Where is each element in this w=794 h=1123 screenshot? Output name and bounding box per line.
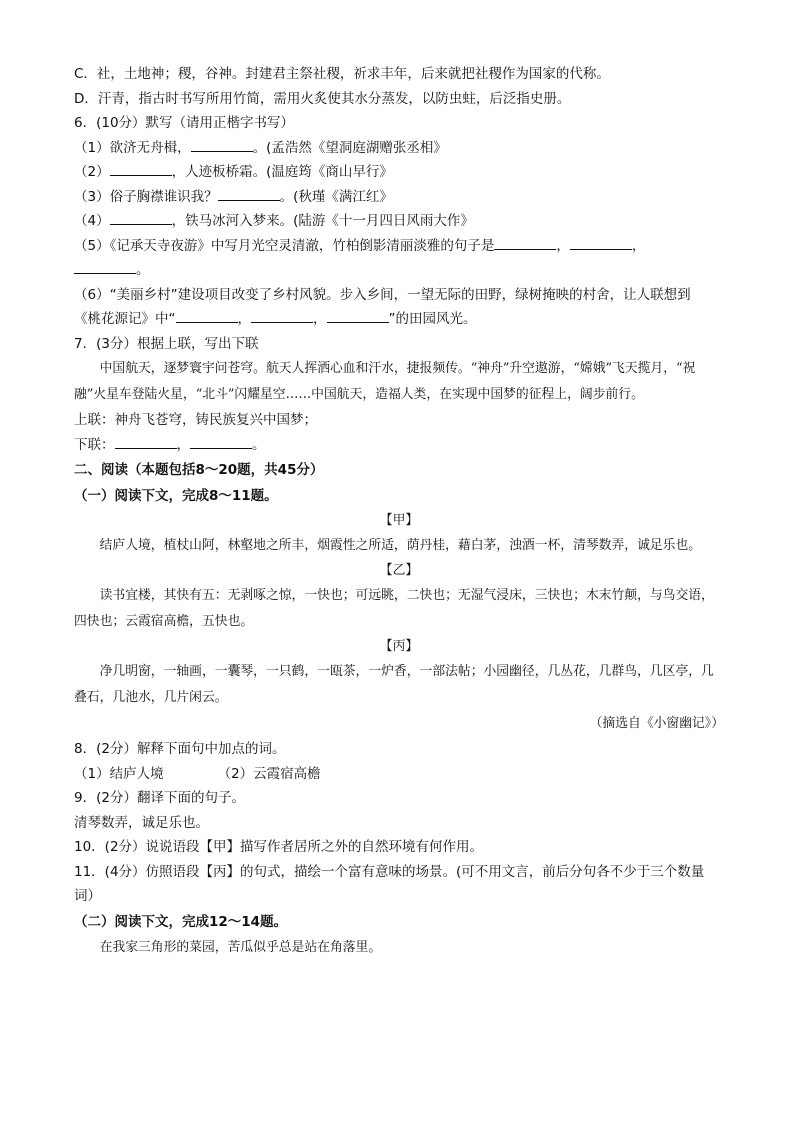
comma: ， — [176, 436, 190, 453]
question-6-5-cont — [74, 258, 724, 283]
question-8-title: 8．(2分）解释下面句中加点的词。 — [74, 741, 286, 757]
answer-blank[interactable] — [570, 235, 632, 250]
period: 。 — [136, 262, 150, 278]
answer-blank[interactable] — [190, 434, 252, 449]
q6-3-text-a: （3）俗子胸襟谁识我？ — [74, 188, 218, 205]
answer-blank[interactable] — [191, 137, 253, 152]
lower-label: 下联： — [74, 436, 115, 453]
bing-passage — [74, 659, 724, 711]
answer-blank[interactable] — [115, 434, 177, 449]
question-7-title: 7．(3分）根据上联，写出下联 — [74, 335, 259, 352]
answer-blank[interactable] — [327, 308, 389, 323]
q6-4-text-a: （4） — [74, 213, 110, 229]
question-8-items — [74, 762, 724, 787]
period: 。 — [252, 436, 266, 453]
lower-couplet — [74, 433, 724, 458]
jia-text: 结庐人境，植杖山阿，林壑地之所丰，烟霞性之所适，荫丹桂，藉白茅，浊酒一杯，清琴数弄，诚足乐也。 — [99, 538, 702, 553]
question-7-passage — [74, 356, 724, 408]
answer-blank[interactable] — [218, 186, 280, 201]
jia-label: 【甲】 — [379, 513, 419, 528]
option-c: C．社，土地神；稷，谷神。封建君主祭社稷，祈求丰年，后来就把社稷作为国家的代称。 — [74, 66, 610, 82]
q6-1-text-a: （1）欲济无舟楫， — [74, 139, 191, 156]
q6-2-text-b: ，人迹板桥霜。(温庭筠《商山早行》 — [171, 164, 393, 180]
bing-label: 【丙】 — [379, 639, 419, 654]
q6-6-text-c: ”的田园风光。 — [388, 311, 477, 327]
question-9-sentence: 清琴数弄，诚足乐也。 — [74, 814, 209, 831]
jia-passage — [74, 533, 724, 559]
question-6-1 — [74, 136, 724, 161]
section-2-heading: 二、阅读（本题包括8～20题，共45分） — [74, 462, 324, 478]
answer-blank[interactable] — [110, 161, 172, 176]
answer-blank[interactable] — [176, 308, 238, 323]
q6-3-text-b: 。(秋瑾《满江红》 — [279, 188, 393, 205]
upper-couplet: 上联：神舟飞苍穹，铸民族复兴中国梦； — [74, 412, 317, 428]
q6-1-text-b: 。(孟浩然《望洞庭湖赠张丞相》 — [252, 139, 447, 156]
answer-blank[interactable] — [251, 308, 313, 323]
part-1-heading: （一）阅读下文，完成8～11题。 — [74, 488, 278, 504]
answer-blank[interactable] — [110, 210, 172, 225]
q6-6-text-b: 《桃花源记》中“ — [74, 311, 176, 327]
q6-4-text-b: ，铁马冰河入梦来。(陆游《十一月四日风雨大作》 — [171, 213, 474, 229]
passage-text: 中国航天，逐梦寰宇问苍穹。航天人挥洒心血和汗水，捷报频传。“神舟”升空遨游，“嫦娥”飞天揽月，“祝融”火星车登陆火星，“北斗”闪耀星空……中国航天，造福人类，在实现中国梦的征程上，阔步前行。 — [74, 361, 696, 402]
answer-blank[interactable] — [494, 235, 556, 250]
question-6-title: 6．(10分）默写（请用正楷字书写） — [74, 115, 295, 131]
source-note: （摘选自《小窗幽记》） — [589, 716, 724, 731]
exam-page — [74, 62, 724, 961]
question-6-4 — [74, 209, 724, 234]
yi-label: 【乙】 — [379, 563, 419, 578]
question-6-6-cont — [74, 307, 724, 332]
comma: ， — [556, 237, 570, 254]
part-2-text: 在我家三角形的菜园，苦瓜似乎总是站在角落里。 — [99, 939, 382, 955]
comma: ， — [631, 237, 646, 254]
q6-2-text-a: （2） — [74, 164, 110, 180]
question-6-2 — [74, 160, 724, 185]
question-10: 10．(2分）说说语段【甲】描写作者居所之外的自然环境有何作用。 — [74, 839, 484, 855]
part-2-heading: （二）阅读下文，完成12～14题。 — [74, 913, 288, 930]
q6-5-text: （5）《记承天寺夜游》中写月光空灵清澈，竹柏倒影清丽淡雅的句子是 — [74, 237, 495, 254]
question-9-title: 9．(2分）翻译下面的句子。 — [74, 790, 245, 806]
part-2-passage — [74, 935, 724, 961]
question-6-5 — [74, 234, 724, 259]
option-d: D．汗青，指古时书写所用竹简，需用火炙使其水分蒸发，以防虫蛀，后泛指史册。 — [74, 90, 571, 107]
question-6-3 — [74, 185, 724, 210]
q8-item-1: （1）结庐人境 — [74, 765, 164, 782]
question-6-6: （6）“美丽乡村”建设项目改变了乡村风貌。步入乡间，一望无际的田野，绿树掩映的村舍，让人联想到 — [74, 286, 691, 303]
question-11: 11．(4分）仿照语段【丙】的句式，描绘一个富有意味的场景。(可不用文言，前后分句各不少于三个数量词） — [74, 863, 705, 904]
comma: ， — [237, 311, 251, 327]
yi-text: 读书宜楼，其快有五：无剥啄之惊，一快也；可远眺，二快也；无湿气浸床，三快也；木末竹颠，与鸟交语，四快也；云霞宿高檐，五快也。 — [74, 588, 714, 629]
bing-text: 净几明窗，一轴画，一囊琴，一只鹤，一瓯茶，一炉香，一部法帖；小园幽径，几丛花，几群鸟，几区亭，几叠石，几池水，几片闲云。 — [74, 664, 714, 705]
answer-blank[interactable] — [74, 259, 136, 274]
comma: ， — [313, 311, 327, 327]
q8-item-2: （2）云霞宿高檐 — [217, 765, 321, 782]
yi-passage — [74, 583, 724, 635]
